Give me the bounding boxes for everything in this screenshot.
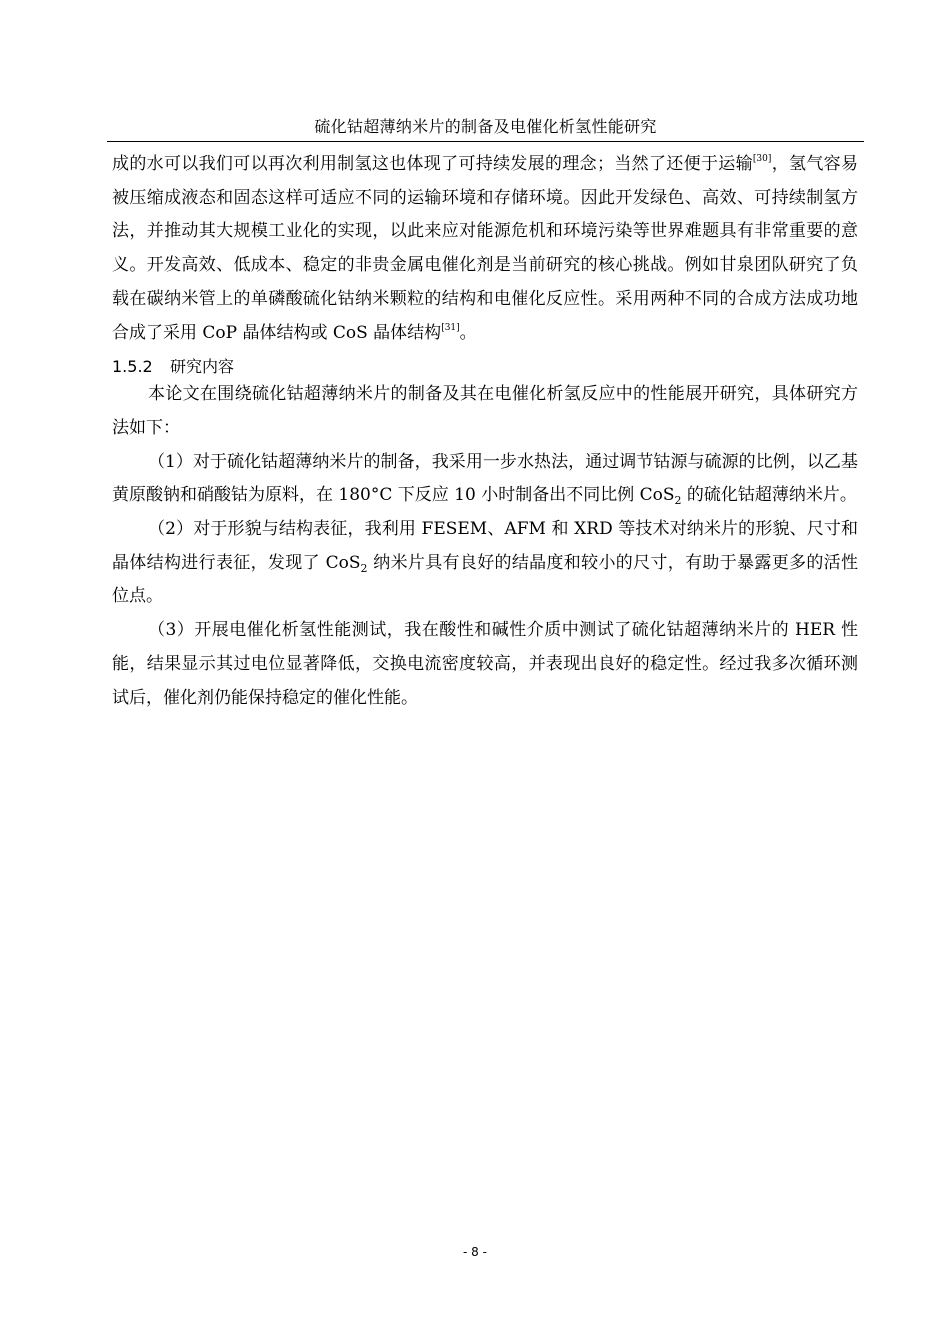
section-heading <box>112 354 858 380</box>
citation-31: [31] <box>441 322 460 333</box>
header-rule <box>107 141 864 142</box>
paragraph-item-2 <box>112 513 858 614</box>
page-body <box>112 148 858 715</box>
subscript: 2 <box>674 494 682 508</box>
paragraph-item-1 <box>112 446 858 513</box>
paragraph-text: ，氢气容易被压缩成液态和固态这样可适应不同的运输环境和存储环境。因此开发绿色、高效、可持续制氢方法，并推动其大规模工业化的实现，以此来应对能源危机和环境污染等世界难题具有非常重要的意义。开发高效、低成本、稳定的非贵金属电催化剂是当前研究的核心挑战。例如甘泉团队研究了负载在碳纳米管上的单磷酸硫化钴纳米颗粒的结构和电催化反应性。采用两种不同的合成方法成功地合成了采用 CoP 晶体结构或 CoS 晶体结构 <box>112 154 858 343</box>
paragraph-text: 的硫化钴超薄纳米片。 <box>681 485 857 506</box>
paragraph-text: （2）对于形貌与结构表征，我利用 FESEM、AFM 和 XRD 等技术对纳米片的形貌、尺寸和晶体结构进行表征，发现了 CoS <box>112 519 858 573</box>
paragraph-text: （1）对于硫化钴超薄纳米片的制备，我采用一步水热法，通过调节钴源与硫源的比例，以乙基黄原酸钠和硝酸钴为原料，在 180°C 下反应 10 小时制备出不同比例 CoS <box>112 451 858 506</box>
paragraph-hydrogen-background <box>112 148 858 350</box>
page-number: - 8 - <box>463 1245 487 1259</box>
section-title: 研究内容 <box>170 357 235 377</box>
running-header: 硫化钴超薄纳米片的制备及电催化析氢性能研究 <box>314 117 657 136</box>
subscript: 2 <box>360 561 368 575</box>
paragraph-item-3: （3）开展电催化析氢性能测试，我在酸性和碱性介质中测试了硫化钴超薄纳米片的 HER 性能，结果显示其过电位显著降低，交换电流密度较高，并表现出良好的稳定性。经过我多次循环测试后，催化剂仍能保持稳定的催化性能。 <box>112 620 858 708</box>
paragraph-text: 纳米片具有良好的结晶度和较小的尺寸，有助于暴露更多的活性位点。 <box>112 552 858 607</box>
section-number: 1.5.2 <box>112 357 153 377</box>
citation-30: [30] <box>752 154 772 164</box>
paragraph-text: 。 <box>459 322 477 343</box>
paragraph-text: 成的水可以我们可以再次利用制氢这也体现了可持续发展的理念；当然了还便于运输 <box>112 154 753 174</box>
paragraph-intro: 本论文在围绕硫化钴超薄纳米片的制备及其在电催化析氢反应中的性能展开研究，具体研究方法如下： <box>112 384 858 438</box>
